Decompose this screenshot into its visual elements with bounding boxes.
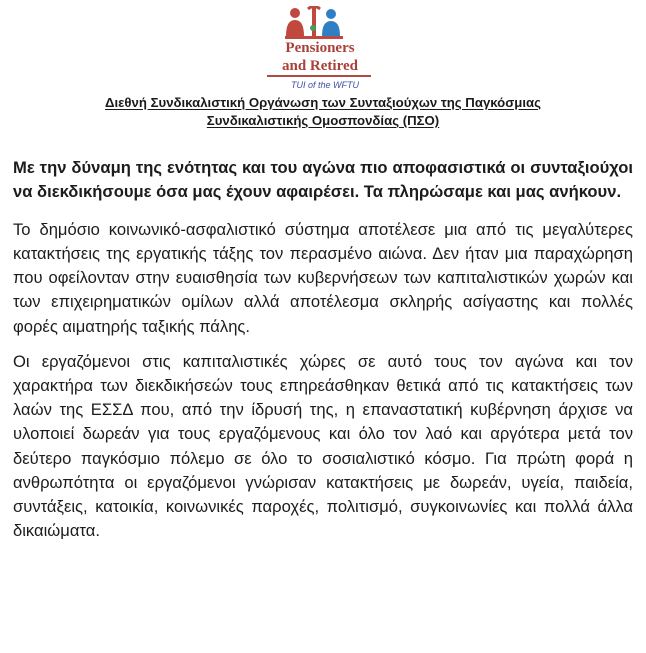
logo-text-and-retired: and Retired	[282, 58, 358, 74]
pensioners-people-icon	[283, 6, 345, 44]
lead-paragraph: Με την δύναμη της ενότητας και του αγώνα πιο αποφασιστικά οι συνταξιούχοι να διεκδικήσουμε όσα μας έχουν αφαιρέσει. Τα πληρώσαμε και μας ανήκουν.	[13, 158, 633, 202]
organization-name-line1: Διεθνή Συνδικαλιστική Οργάνωση των Συνταξιούχων της Παγκόσμιας	[105, 95, 541, 110]
paragraph-social-insurance: Το δημόσιο κοινωνικό-ασφαλιστικό σύστημα αποτέλεσε μια από τις μεγαλύτερες κατακτήσεις της εργατικής τάξης τον περασμένο αιώνα. Δεν ήταν μια παραχώρηση που οφείλονταν στην ευαισθησία των κυβερνήσεων των καπιταλιστικών χωρών και των επιχειρηματικών ομίλων αλλά αποτέλεσμα σκληρής ασίγαστης και πολλές φορές αιματηρής ταξικής πάλης.	[13, 219, 633, 336]
pensioners-logo	[0, 6, 646, 92]
logo-tagline: TUI of the WFTU	[290, 80, 359, 90]
organization-name	[0, 94, 646, 130]
article-body	[13, 156, 633, 543]
logo-text-pensioners: Pensioners	[285, 40, 355, 56]
paragraph-workers-ussr: Οι εργαζόμενοι στις καπιταλιστικές χώρες σε αυτό τους τον αγώνα και τον χαρακτήρα των διεκδικήσεών τους επηρεάσθηκαν θετικά από τις κατακτήσεις των λαών της ΕΣΣΔ που, από την ίδρυσή της, η επαναστατική κυβέρνηση άρχισε να υλοποιεί δωρεάν για τους εργαζόμενους και όλο τον λαό και αργότερα μετά τον δεύτερο παγκόσμιο πόλεμο σε όλο το σοσιαλιστικό κόσμο. Για πρώτη φορά η ανθρωπότητα οι εργαζόμενοι γνώρισαν κατακτήσεις με δωρεάν, υγεία, παιδεία, συντάξεις, κατοικία, κοινωνικές παροχές, πολιτισμό, συγκοινωνίες και πολλά άλλα δικαιώματα.	[13, 351, 633, 541]
organization-name-line2: Συνδικαλιστικής Ομοσπονδίας (ΠΣΟ)	[206, 113, 440, 128]
logo-underline	[267, 75, 371, 77]
